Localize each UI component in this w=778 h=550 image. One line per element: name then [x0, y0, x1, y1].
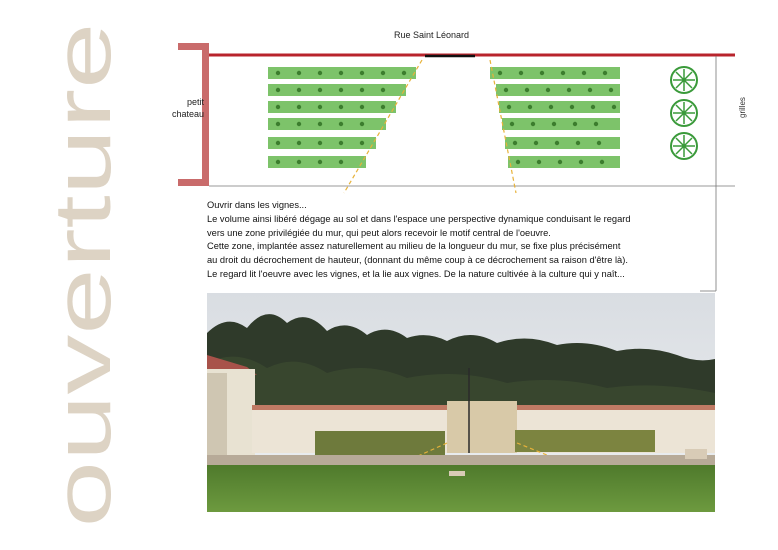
vine-plant-dot — [360, 105, 364, 109]
description-line: Le regard lit l'oeuvre avec les vignes, et la lie aux vignes. De la nature cultivée à la culture qui y naît... — [207, 268, 625, 279]
description-line: Cette zone, implantée assez naturellement au milieu de la longueur du mur, se fixe plus précisément — [207, 241, 621, 252]
vine-row — [499, 101, 620, 113]
description-line: au droit du décrochement de hauteur, (donnant du même coup à ce décrochement sa raison d'être là). — [207, 255, 628, 266]
street-label: Rue Saint Léonard — [394, 30, 470, 40]
vine-plant-dot — [318, 105, 322, 109]
description — [207, 199, 722, 282]
vine-plant-dot — [318, 88, 322, 92]
vine-plant-dot — [519, 71, 523, 75]
vine-plant-dot — [360, 122, 364, 126]
vine-plant-dot — [594, 122, 598, 126]
vine-plant-dot — [573, 122, 577, 126]
vine-plant-dot — [297, 122, 301, 126]
vine-plant-dot — [297, 88, 301, 92]
vine-plant-dot — [612, 105, 616, 109]
vine-plant-dot — [297, 71, 301, 75]
vine-plant-dot — [276, 141, 280, 145]
vine-plant-dot — [276, 105, 280, 109]
vine-plant-dot — [318, 160, 322, 164]
vine-plant-dot — [576, 141, 580, 145]
chateau-outline-bottom — [178, 179, 209, 186]
vine-row — [268, 118, 386, 130]
vine-plant-dot — [552, 122, 556, 126]
vine-plant-dot — [381, 71, 385, 75]
vine-plant-dot — [297, 105, 301, 109]
vine-plant-dot — [507, 105, 511, 109]
vine-plant-dot — [276, 71, 280, 75]
photo-building-stone — [207, 373, 227, 463]
vine-plant-dot — [600, 160, 604, 164]
vine-plant-dot — [339, 88, 343, 92]
photo-central-panel — [447, 401, 517, 453]
chateau-label — [148, 96, 204, 120]
description-line: vers une zone privilégiée du mur, qui peut alors recevoir le motif central de l'oeuvre. — [207, 227, 551, 238]
vine-plant-dot — [360, 71, 364, 75]
vine-plant-dot — [381, 88, 385, 92]
vine-plant-dot — [504, 88, 508, 92]
photo-bench — [685, 449, 707, 459]
vine-plant-dot — [360, 141, 364, 145]
vine-plant-dot — [513, 141, 517, 145]
vine-plant-dot — [597, 141, 601, 145]
vine-row — [268, 84, 406, 96]
vine-plant-dot — [297, 141, 301, 145]
vine-row — [268, 101, 396, 113]
vine-plant-dot — [555, 141, 559, 145]
vine-plant-dot — [516, 160, 520, 164]
vine-plant-dot — [525, 88, 529, 92]
site-photo — [207, 293, 715, 512]
vine-plant-dot — [588, 88, 592, 92]
photo-path — [207, 455, 715, 465]
tree-icon — [671, 67, 697, 93]
vine-plant-dot — [276, 122, 280, 126]
vine-row — [505, 137, 620, 149]
vine-plant-dot — [549, 105, 553, 109]
vine-plant-dot — [603, 71, 607, 75]
vine-row — [502, 118, 620, 130]
vine-plant-dot — [339, 105, 343, 109]
vine-plant-dot — [339, 141, 343, 145]
vine-plant-dot — [528, 105, 532, 109]
vine-plant-dot — [339, 160, 343, 164]
tree-icon — [671, 100, 697, 126]
vine-row — [490, 67, 620, 79]
vine-plant-dot — [339, 71, 343, 75]
description-line: Le volume ainsi libéré dégage au sol et dans l'espace une perspective dynamique conduisant le regard — [207, 213, 631, 224]
vine-plant-dot — [360, 88, 364, 92]
vine-plant-dot — [546, 88, 550, 92]
vine-row — [268, 156, 366, 168]
chateau-label-line1: petit — [186, 97, 204, 107]
vine-plant-dot — [318, 122, 322, 126]
vine-plant-dot — [297, 160, 301, 164]
vine-plant-dot — [537, 160, 541, 164]
vine-plant-dot — [609, 88, 613, 92]
vine-plant-dot — [402, 71, 406, 75]
vine-rows — [268, 67, 620, 168]
grilles-label: grilles — [738, 97, 747, 118]
vertical-title-text: ouverture — [38, 189, 127, 528]
vine-plant-dot — [567, 88, 571, 92]
vine-plant-dot — [558, 160, 562, 164]
vine-plant-dot — [582, 71, 586, 75]
vine-plant-dot — [534, 141, 538, 145]
photo-hedge-right — [515, 430, 655, 452]
description-line: Ouvrir dans les vignes... — [207, 200, 307, 210]
vine-plant-dot — [579, 160, 583, 164]
vine-plant-dot — [561, 71, 565, 75]
vine-plant-dot — [276, 160, 280, 164]
vine-plant-dot — [381, 105, 385, 109]
vine-row — [496, 84, 620, 96]
photo-bench — [449, 471, 465, 476]
vine-plant-dot — [570, 105, 574, 109]
chateau-label-line2: chateau — [171, 109, 204, 119]
vine-plant-dot — [318, 141, 322, 145]
vine-plant-dot — [498, 71, 502, 75]
vine-plant-dot — [339, 122, 343, 126]
tree-icon — [671, 133, 697, 159]
vine-plant-dot — [510, 122, 514, 126]
vine-plant-dot — [591, 105, 595, 109]
vine-plant-dot — [540, 71, 544, 75]
vine-plant-dot — [318, 71, 322, 75]
vine-plant-dot — [531, 122, 535, 126]
vine-plant-dot — [276, 88, 280, 92]
